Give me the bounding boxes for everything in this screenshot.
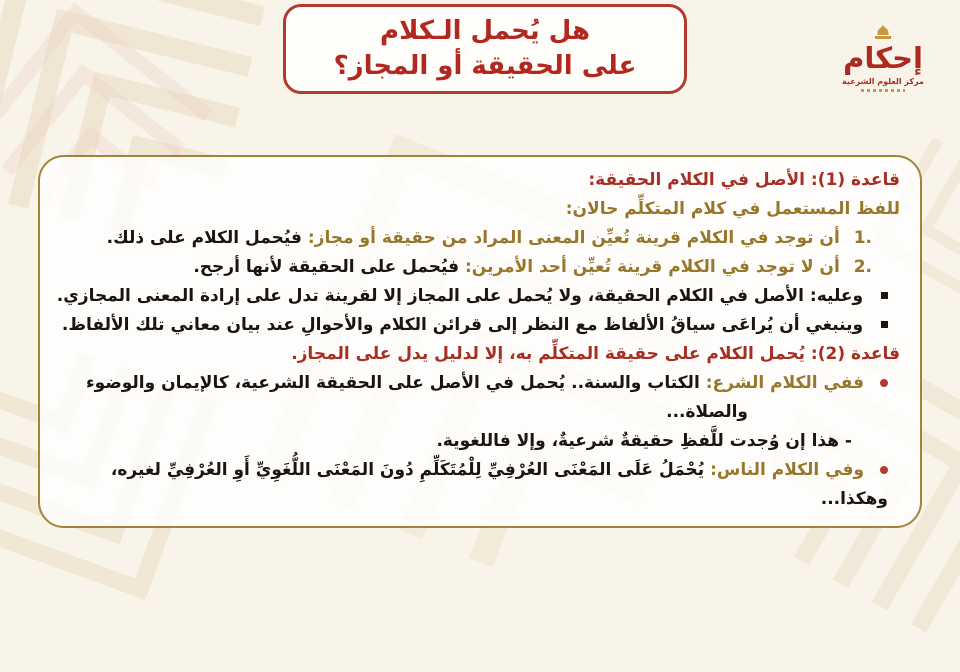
- case1-result: فيُحمل الكلام على ذلك.: [106, 228, 302, 248]
- case-item-1: [54, 224, 900, 253]
- logo-decorative-line-icon: [861, 89, 905, 92]
- note-item-1: [54, 282, 900, 311]
- rule2-heading: قاعدة (2): يُحمل الكلام على حقيقة المتكلِّم به، إلا لدليل يدل على المجاز.: [291, 344, 900, 364]
- case1-condition: أن توجد في الكلام قرينة تُعيِّن المعنى المراد من حقيقة أو مجاز:: [307, 228, 840, 248]
- logo-wordmark: إحكام: [843, 41, 923, 75]
- case2-condition: أن لا توجد في الكلام قرينة تُعيِّن أحد الأمرين:: [465, 257, 840, 277]
- page-title-line1: هل يُحمل الـكلام: [380, 15, 590, 46]
- people-item: [54, 456, 900, 514]
- round-bullet-icon: [880, 379, 888, 387]
- case2-number: 2.: [853, 257, 872, 277]
- page-title-line2: على الحقيقة أو المجاز؟: [333, 51, 637, 81]
- rules-box: [38, 155, 922, 528]
- case-item-2: [54, 253, 900, 282]
- mosque-dome-icon: [871, 24, 895, 39]
- title-box: [283, 4, 687, 94]
- note1-text: وعليه: الأصل في الكلام الحقيقة، ولا يُحمل على المجاز إلا لقرينة تدل على إرادة المعنى المجازي.: [56, 286, 864, 306]
- people-lead: وفي الكلام الناس:: [710, 460, 865, 480]
- sharia-text: الكتاب والسنة.. يُحمل في الأصل على الحقيقة الشرعية، كالإيمان والوضوء: [85, 373, 700, 393]
- rule1-heading: قاعدة (1): الأصل في الكلام الحقيقة:: [588, 170, 900, 190]
- sharia-note: - هذا إن وُجدت للَّفظِ حقيقةٌ شرعيةٌ، وإلا فاللغوية.: [436, 431, 852, 451]
- logo-tagline: مركز العلوم الشرعية: [842, 77, 924, 87]
- round-bullet-icon: [880, 466, 888, 474]
- logo: [824, 24, 942, 92]
- square-bullet-icon: [881, 292, 888, 299]
- case1-number: 1.: [853, 228, 872, 248]
- sharia-text-continuation: والصلاة...: [666, 402, 748, 422]
- sharia-lead: ففي الكلام الشرع:: [705, 373, 865, 393]
- rule1-intro: للفظ المستعمل في كلام المتكلِّم حالان:: [565, 199, 900, 219]
- note2-text: وينبغي أن يُراعَى سياقُ الألفاظ مع النظر إلى قرائن الكلام والأحوالِ عند بيان معاني تلك الألفاظ.: [61, 315, 864, 335]
- square-bullet-icon: [881, 321, 888, 328]
- people-text: يُحْمَلُ عَلَى المَعْنَى العُرْفِيِّ لِلْمُتَكَلِّمِ دُونَ المَعْنَى اللُّغَوِيِّ أَوِ العُرْفِيِّ لغيره، وهكذا...: [110, 460, 888, 509]
- case2-result: فيُحمل على الحقيقة لأنها أرجح.: [193, 257, 460, 277]
- note-item-2: [54, 311, 900, 340]
- sharia-item: [54, 369, 900, 398]
